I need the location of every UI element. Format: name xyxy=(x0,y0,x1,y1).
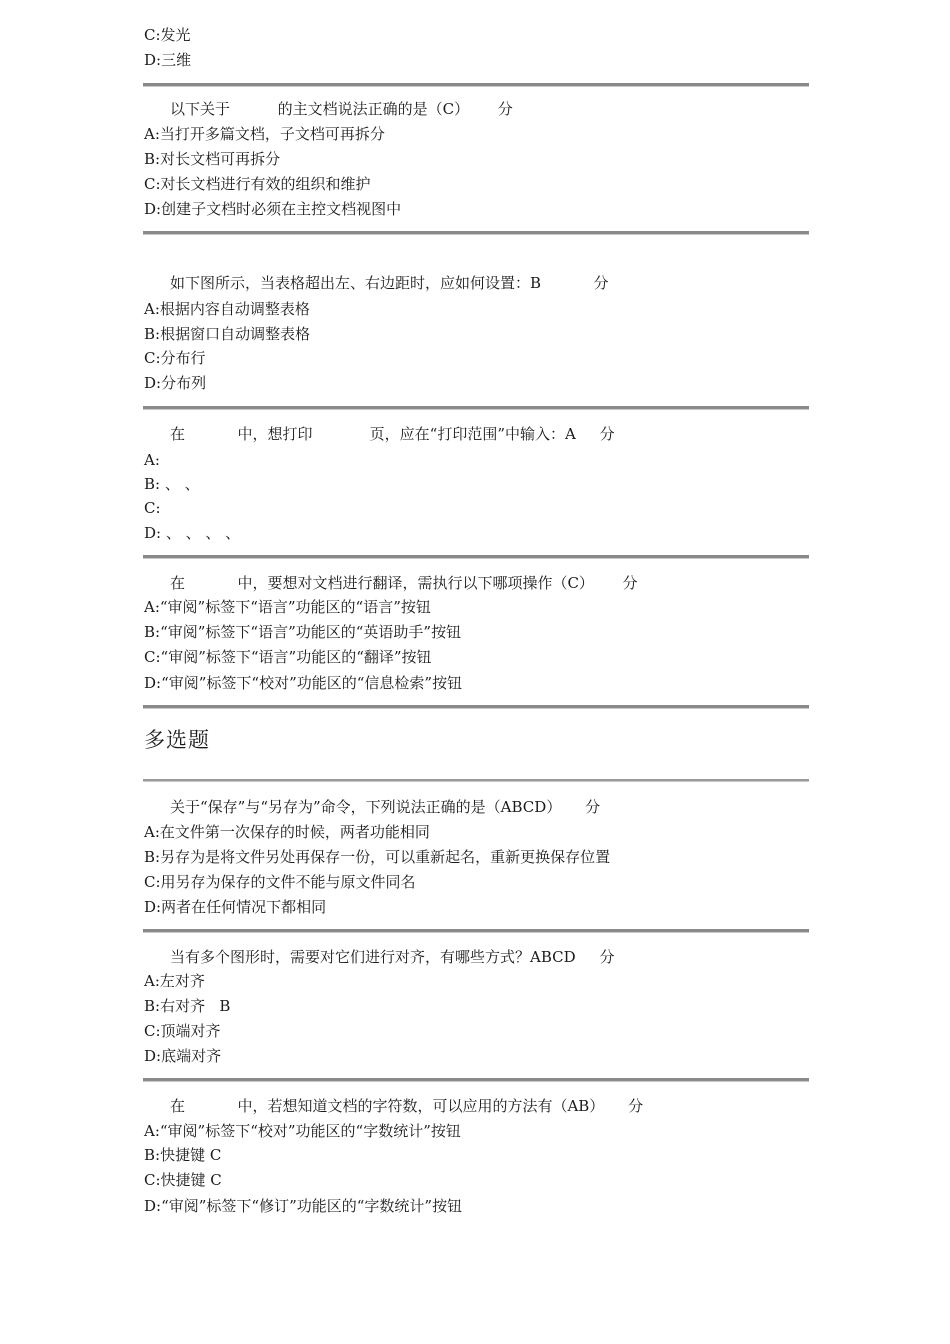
option-a: A: xyxy=(144,451,160,469)
option-c: C:“审阅”标签下“语言”功能区的“翻译”按钮 xyxy=(144,648,432,666)
option-b: B:对长文档可再拆分 xyxy=(144,150,281,168)
divider xyxy=(143,779,809,782)
option-b: B:右对齐 B xyxy=(144,997,231,1015)
option-d: D:分布列 xyxy=(144,374,207,392)
divider xyxy=(143,1078,809,1082)
option-d: D:“审阅”标签下“校对”功能区的“信息检索”按钮 xyxy=(144,674,463,692)
question-text: 在 中，想打印 页，应在“打印范围”中输入：A 分 xyxy=(170,425,615,443)
option-d: D:底端对齐 xyxy=(144,1047,222,1065)
option-c: C:快捷键 C xyxy=(144,1171,222,1189)
section-heading: 多选题 xyxy=(144,728,210,752)
option-c: C:对长文档进行有效的组织和维护 xyxy=(144,175,371,193)
question-text: 在 中，要想对文档进行翻译，需执行以下哪项操作（C） 分 xyxy=(170,574,638,592)
option-c: C:发光 xyxy=(144,26,191,44)
question-text: 以下关于 的主文档说法正确的是（C） 分 xyxy=(170,100,513,118)
option-c: C:用另存为保存的文件不能与原文件同名 xyxy=(144,873,416,891)
question-text: 关于“保存”与“另存为”命令，下列说法正确的是（ABCD） 分 xyxy=(170,798,601,816)
option-c: C:分布行 xyxy=(144,349,206,367)
option-a: A:在文件第一次保存的时候，两者功能相同 xyxy=(144,823,430,841)
option-a: A:根据内容自动调整表格 xyxy=(144,300,310,318)
divider xyxy=(143,929,809,933)
question-text: 当有多个图形时，需要对它们进行对齐，有哪些方式？ABCD 分 xyxy=(170,948,615,966)
option-d: D:“审阅”标签下“修订”功能区的“字数统计”按钮 xyxy=(144,1197,463,1215)
option-a: A:“审阅”标签下“语言”功能区的“语言”按钮 xyxy=(144,598,431,616)
option-b: B: 、 、 xyxy=(144,475,200,493)
option-d: D:两者在任何情况下都相同 xyxy=(144,898,327,916)
divider xyxy=(143,406,809,410)
question-text: 在 中，若想知道文档的字符数，可以应用的方法有（AB） 分 xyxy=(170,1097,644,1115)
divider xyxy=(143,555,809,559)
option-b: B:另存为是将文件另处再保存一份，可以重新起名，重新更换保存位置 xyxy=(144,848,611,866)
option-a: A:左对齐 xyxy=(144,972,205,990)
option-d: D:创建子文档时必须在主控文档视图中 xyxy=(144,200,402,218)
option-d: D: 、 、 、 、 xyxy=(144,524,241,542)
option-a: A:当打开多篇文档，子文档可再拆分 xyxy=(144,125,385,143)
option-c: C: xyxy=(144,499,161,517)
question-text: 如下图所示，当表格超出左、右边距时，应如何设置：B 分 xyxy=(170,274,609,292)
option-a: A:“审阅”标签下“校对”功能区的“字数统计”按钮 xyxy=(144,1122,461,1140)
divider xyxy=(143,705,809,709)
option-b: B:根据窗口自动调整表格 xyxy=(144,325,311,343)
divider xyxy=(143,83,809,87)
option-c: C:顶端对齐 xyxy=(144,1022,221,1040)
option-b: B:快捷键 C xyxy=(144,1146,222,1164)
option-b: B:“审阅”标签下“语言”功能区的“英语助手”按钮 xyxy=(144,623,462,641)
option-d: D:三维 xyxy=(144,51,192,69)
divider xyxy=(143,231,809,235)
